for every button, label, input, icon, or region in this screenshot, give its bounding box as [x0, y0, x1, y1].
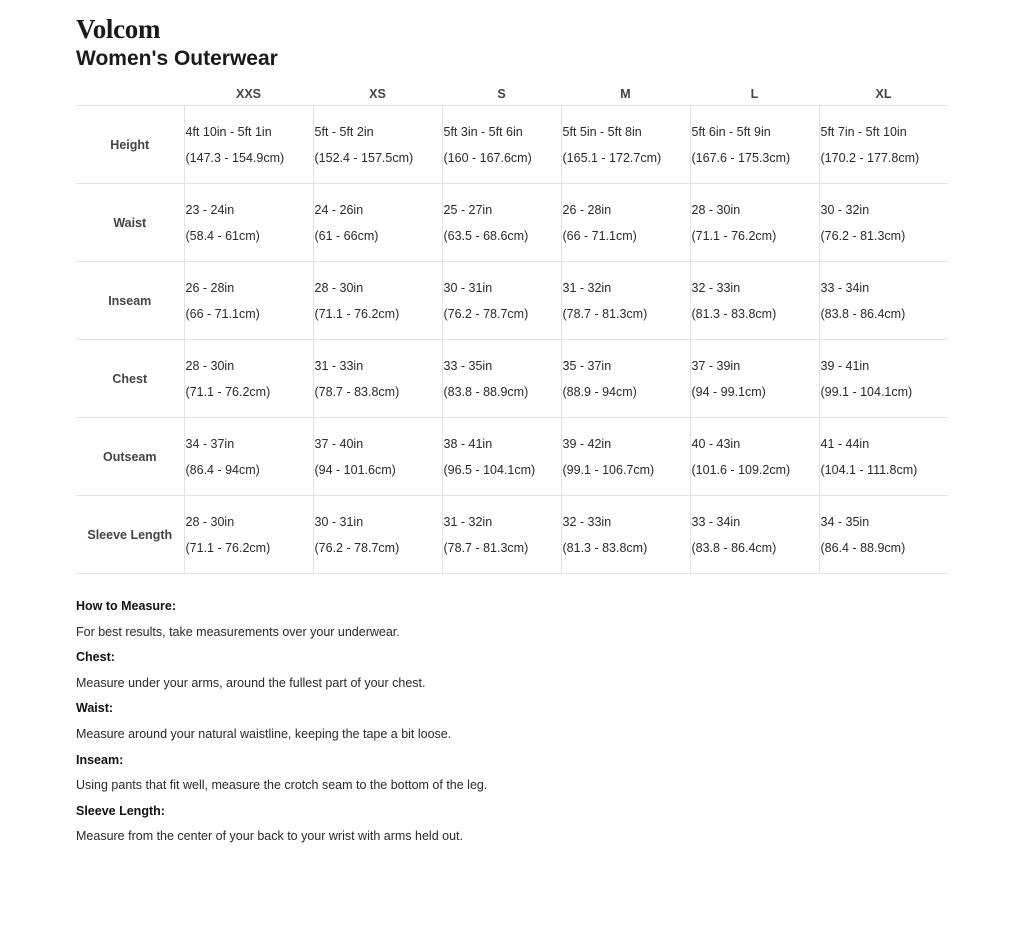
- measure-inches: 5ft 5in - 5ft 8in: [562, 124, 642, 139]
- table-cell: [561, 262, 690, 340]
- measure-inches: 31 - 32in: [562, 280, 612, 295]
- table-cell: [561, 418, 690, 496]
- measure-cm: (71.1 - 76.2cm): [185, 540, 271, 555]
- measure-inches: 33 - 35in: [443, 358, 493, 373]
- chest-heading: Chest:: [76, 650, 115, 665]
- measure-cm: (83.8 - 88.9cm): [443, 384, 529, 399]
- table-cell: [819, 262, 948, 340]
- measure-inches: 35 - 37in: [562, 358, 612, 373]
- table-cell: [442, 340, 561, 418]
- table-cell: [561, 106, 690, 184]
- measure-cm: (63.5 - 68.6cm): [443, 228, 529, 243]
- table-cell: [313, 496, 442, 574]
- measure-inches: 30 - 32in: [820, 202, 870, 217]
- table-cell: [184, 106, 313, 184]
- measuring-guide: [76, 594, 948, 850]
- measure-inches: 34 - 35in: [820, 514, 870, 529]
- table-cell: [442, 496, 561, 574]
- table-cell: [313, 340, 442, 418]
- measure-inches: 28 - 30in: [185, 514, 235, 529]
- sleeve-length-instructions: Measure from the center of your back to your wrist with arms held out.: [76, 829, 463, 844]
- measure-inches: 33 - 34in: [820, 280, 870, 295]
- measure-cm: (88.9 - 94cm): [562, 384, 637, 399]
- measure-inches: 39 - 41in: [820, 358, 870, 373]
- inseam-heading: Inseam:: [76, 752, 124, 767]
- measure-cm: (83.8 - 86.4cm): [691, 540, 777, 555]
- measure-cm: (66 - 71.1cm): [185, 306, 260, 321]
- table-row: [76, 340, 948, 418]
- corner-cell: [76, 83, 184, 106]
- table-cell: [561, 496, 690, 574]
- measure-inches: 33 - 34in: [691, 514, 741, 529]
- measure-inches: 37 - 39in: [691, 358, 741, 373]
- measure-cm: (160 - 167.6cm): [443, 150, 532, 165]
- table-row: [76, 106, 948, 184]
- measure-cm: (101.6 - 109.2cm): [691, 462, 791, 477]
- measure-inches: 28 - 30in: [691, 202, 741, 217]
- measure-inches: 31 - 33in: [314, 358, 364, 373]
- table-cell: [561, 340, 690, 418]
- table-cell: [819, 496, 948, 574]
- measure-cm: (170.2 - 177.8cm): [820, 150, 920, 165]
- measure-cm: (147.3 - 154.9cm): [185, 150, 285, 165]
- measure-inches: 40 - 43in: [691, 436, 741, 451]
- measure-inches: 4ft 10in - 5ft 1in: [185, 124, 272, 139]
- table-cell: [690, 340, 819, 418]
- measure-cm: (86.4 - 94cm): [185, 462, 260, 477]
- table-cell: [184, 418, 313, 496]
- table-cell: [184, 496, 313, 574]
- measure-cm: (78.7 - 81.3cm): [443, 540, 529, 555]
- page-title: Women's Outerwear: [76, 47, 278, 70]
- table-cell: [690, 496, 819, 574]
- measure-inches: 41 - 44in: [820, 436, 870, 451]
- waist-instructions: Measure around your natural waistline, keeping the tape a bit loose.: [76, 726, 452, 741]
- table-cell: [313, 184, 442, 262]
- measure-cm: (81.3 - 83.8cm): [562, 540, 648, 555]
- table-cell: [184, 184, 313, 262]
- measure-cm: (83.8 - 86.4cm): [820, 306, 906, 321]
- size-header-s: S: [442, 83, 561, 106]
- measure-cm: (61 - 66cm): [314, 228, 379, 243]
- sleeve-length-heading: Sleeve Length:: [76, 803, 165, 818]
- table-cell: [819, 340, 948, 418]
- measure-cm: (78.7 - 81.3cm): [562, 306, 648, 321]
- measure-inches: 26 - 28in: [562, 202, 612, 217]
- waist-heading: Waist:: [76, 701, 114, 716]
- table-cell: [819, 106, 948, 184]
- table-cell: [690, 184, 819, 262]
- measure-inches: 28 - 30in: [314, 280, 364, 295]
- measure-cm: (76.2 - 78.7cm): [443, 306, 529, 321]
- measure-inches: 38 - 41in: [443, 436, 493, 451]
- table-cell: [313, 106, 442, 184]
- measure-inches: 5ft 6in - 5ft 9in: [691, 124, 771, 139]
- measure-inches: 32 - 33in: [691, 280, 741, 295]
- measure-cm: (165.1 - 172.7cm): [562, 150, 662, 165]
- row-label: Waist: [76, 184, 184, 262]
- table-cell: [442, 418, 561, 496]
- table-cell: [819, 184, 948, 262]
- table-cell: [819, 418, 948, 496]
- table-cell: [561, 184, 690, 262]
- size-header-xl: XL: [819, 83, 948, 106]
- measure-cm: (99.1 - 104.1cm): [820, 384, 913, 399]
- measure-inches: 24 - 26in: [314, 202, 364, 217]
- size-header-xxs: XXS: [184, 83, 313, 106]
- measure-inches: 25 - 27in: [443, 202, 493, 217]
- table-row: [76, 262, 948, 340]
- inseam-instructions: Using pants that fit well, measure the crotch seam to the bottom of the leg.: [76, 778, 488, 793]
- chest-instructions: Measure under your arms, around the fullest part of your chest.: [76, 675, 426, 690]
- measure-cm: (76.2 - 81.3cm): [820, 228, 906, 243]
- table-cell: [184, 340, 313, 418]
- table-row: [76, 496, 948, 574]
- measure-inches: 28 - 30in: [185, 358, 235, 373]
- measure-inches: 37 - 40in: [314, 436, 364, 451]
- measure-cm: (86.4 - 88.9cm): [820, 540, 906, 555]
- measure-cm: (104.1 - 111.8cm): [820, 462, 918, 477]
- table-cell: [690, 106, 819, 184]
- measure-cm: (96.5 - 104.1cm): [443, 462, 536, 477]
- table-cell: [313, 262, 442, 340]
- size-header-l: L: [690, 83, 819, 106]
- measure-cm: (152.4 - 157.5cm): [314, 150, 414, 165]
- measure-inches: 30 - 31in: [314, 514, 364, 529]
- measure-inches: 26 - 28in: [185, 280, 235, 295]
- row-label: Sleeve Length: [76, 496, 184, 574]
- table-cell: [442, 106, 561, 184]
- table-cell: [690, 262, 819, 340]
- how-to-measure-heading: How to Measure:: [76, 599, 177, 613]
- table-row: [76, 184, 948, 262]
- measure-inches: 5ft 7in - 5ft 10in: [820, 124, 907, 139]
- measure-cm: (94 - 99.1cm): [691, 384, 766, 399]
- measure-cm: (76.2 - 78.7cm): [314, 540, 400, 555]
- measure-cm: (66 - 71.1cm): [562, 228, 637, 243]
- measure-cm: (99.1 - 106.7cm): [562, 462, 655, 477]
- measure-cm: (71.1 - 76.2cm): [185, 384, 271, 399]
- measure-inches: 23 - 24in: [185, 202, 235, 217]
- row-label: Inseam: [76, 262, 184, 340]
- measure-cm: (71.1 - 76.2cm): [691, 228, 777, 243]
- measure-inches: 5ft - 5ft 2in: [314, 124, 374, 139]
- size-header-xs: XS: [313, 83, 442, 106]
- measure-cm: (78.7 - 83.8cm): [314, 384, 400, 399]
- measure-cm: (71.1 - 76.2cm): [314, 306, 400, 321]
- measure-inches: 39 - 42in: [562, 436, 612, 451]
- table-cell: [690, 418, 819, 496]
- measure-cm: (94 - 101.6cm): [314, 462, 396, 477]
- row-label: Outseam: [76, 418, 184, 496]
- measure-inches: 5ft 3in - 5ft 6in: [443, 124, 523, 139]
- table-cell: [442, 184, 561, 262]
- how-to-measure-text: For best results, take measurements over your underwear.: [76, 624, 400, 639]
- measure-inches: 32 - 33in: [562, 514, 612, 529]
- table-cell: [184, 262, 313, 340]
- table-cell: [313, 418, 442, 496]
- measure-cm: (167.6 - 175.3cm): [691, 150, 791, 165]
- row-label: Height: [76, 106, 184, 184]
- size-header-row: [76, 83, 948, 106]
- table-cell: [442, 262, 561, 340]
- row-label: Chest: [76, 340, 184, 418]
- measure-cm: (58.4 - 61cm): [185, 228, 260, 243]
- measure-inches: 31 - 32in: [443, 514, 493, 529]
- table-row: [76, 418, 948, 496]
- size-chart-table: [76, 83, 948, 574]
- measure-cm: (81.3 - 83.8cm): [691, 306, 777, 321]
- size-header-m: M: [561, 83, 690, 106]
- measure-inches: 30 - 31in: [443, 280, 493, 295]
- measure-inches: 34 - 37in: [185, 436, 235, 451]
- brand-logo: Volcom: [76, 14, 161, 44]
